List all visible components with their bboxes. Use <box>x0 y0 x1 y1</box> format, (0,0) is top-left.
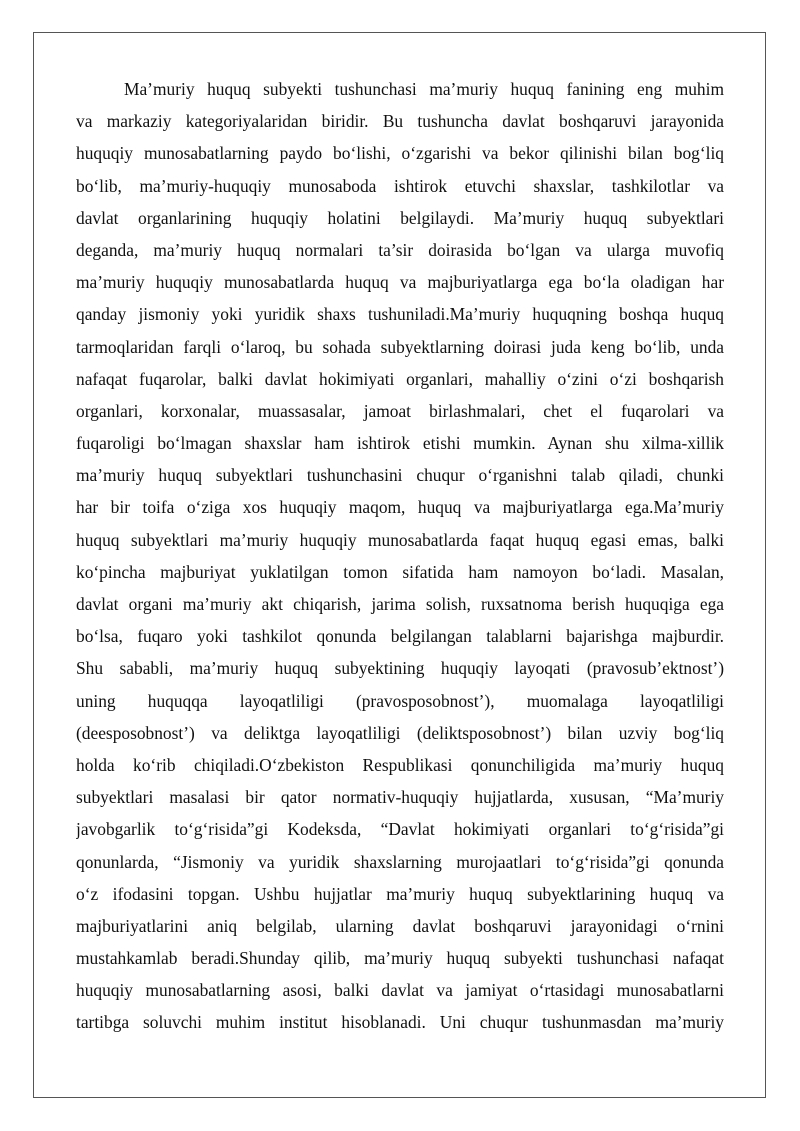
text-line: fuqaroligi bo‘lmagan shaxslar ham ishtirok etishi mumkin. Aynan shu xilma-xillik <box>76 433 724 454</box>
text-line: har bir toifa o‘ziga xos huquqiy maqom, huquq va majburiyatlarga ega.Ma’muriy <box>76 497 724 518</box>
text-line: qanday jismoniy yoki yuridik shaxs tushuniladi.Ma’muriy huquqning boshqa huquq <box>76 304 724 325</box>
text-line: majburiyatlarini aniq belgilab, ularning davlat boshqaruvi jarayonidagi o‘rnini <box>76 915 724 936</box>
text-line: (deesposobnost’) va deliktga layoqatliligi (deliktsposobnost’) bilan uzviy bog‘liq <box>76 722 724 743</box>
text-line: huquq subyektlari ma’muriy huquqiy munosabatlarda faqat huquq egasi emas, balki <box>76 529 724 550</box>
text-line: uning huquqqa layoqatliligi (pravosposobnost’), muomalaga layoqatliligi <box>76 690 724 711</box>
text-line: davlat organlarining huquqiy holatini belgilaydi. Ma’muriy huquq subyektlari <box>76 207 724 228</box>
text-line: huquqiy munosabatlarning paydo bo‘lishi, o‘zgarishi va bekor qilinishi bilan bog‘liq <box>76 143 724 164</box>
text-line: bo‘lsa, fuqaro yoki tashkilot qonunda belgilangan talablarni bajarishga majburdir. <box>76 626 724 647</box>
text-line: va markaziy kategoriyalaridan biridir. Bu tushuncha davlat boshqaruvi jarayonida <box>76 111 724 132</box>
text-line: Shu sababli, ma’muriy huquq subyektining huquqiy layoqati (pravosub’ektnost’) <box>76 658 724 679</box>
text-line: ma’muriy huquqiy munosabatlarda huquq va majburiyatlarga ega bo‘la oladigan har <box>76 272 724 293</box>
text-line: ko‘pincha majburiyat yuklatilgan tomon sifatida ham namoyon bo‘ladi. Masalan, <box>76 561 724 582</box>
text-line: bo‘lib, ma’muriy-huquqiy munosaboda ishtirok etuvchi shaxslar, tashkilotlar va <box>76 175 724 196</box>
text-line: nafaqat fuqarolar, balki davlat hokimiyati organlari, mahalliy o‘zini o‘zi boshqarish <box>76 368 724 389</box>
text-line: huquqiy munosabatlarning asosi, balki davlat va jamiyat o‘rtasidagi munosabatlarni <box>76 980 724 1001</box>
text-line: deganda, ma’muriy huquq normalari ta’sir doirasida bo‘lgan va ularga muvofiq <box>76 239 724 260</box>
text-line: Ma’muriy huquq subyekti tushunchasi ma’muriy huquq fanining eng muhim <box>124 79 724 99</box>
text-line: mustahkamlab beradi.Shunday qilib, ma’muriy huquq subyekti tushunchasi nafaqat <box>76 948 724 969</box>
text-line: javobgarlik to‘g‘risida”gi Kodeksda, “Davlat hokimiyati organlari to‘g‘risida”gi <box>76 819 724 840</box>
text-line: o‘z ifodasini topgan. Ushbu hujjatlar ma’muriy huquq subyektlarining huquq va <box>76 883 724 904</box>
body-paragraph <box>76 73 724 1039</box>
text-line: holda ko‘rib chiqiladi.O‘zbekiston Respublikasi qonunchiligida ma’muriy huquq <box>76 754 724 775</box>
text-line: organlari, korxonalar, muassasalar, jamoat birlashmalari, chet el fuqarolari va <box>76 400 724 421</box>
text-line: subyektlari masalasi bir qator normativ-huquqiy hujjatlarda, xususan, “Ma’muriy <box>76 787 724 808</box>
text-line: ma’muriy huquq subyektlari tushunchasini chuqur o‘rganishni talab qiladi, chunki <box>76 465 724 486</box>
text-line: tartibga soluvchi muhim institut hisoblanadi. Uni chuqur tushunmasdan ma’muriy <box>76 1012 724 1033</box>
text-line: davlat organi ma’muriy akt chiqarish, jarima solish, ruxsatnoma berish huquqiga ega <box>76 594 724 614</box>
text-line: tarmoqlaridan farqli o‘laroq, bu sohada subyektlarning doirasi juda keng bo‘lib, unda <box>76 336 724 357</box>
text-line: qonunlarda, “Jismoniy va yuridik shaxslarning murojaatlari to‘g‘risida”gi qonunda <box>76 851 724 872</box>
